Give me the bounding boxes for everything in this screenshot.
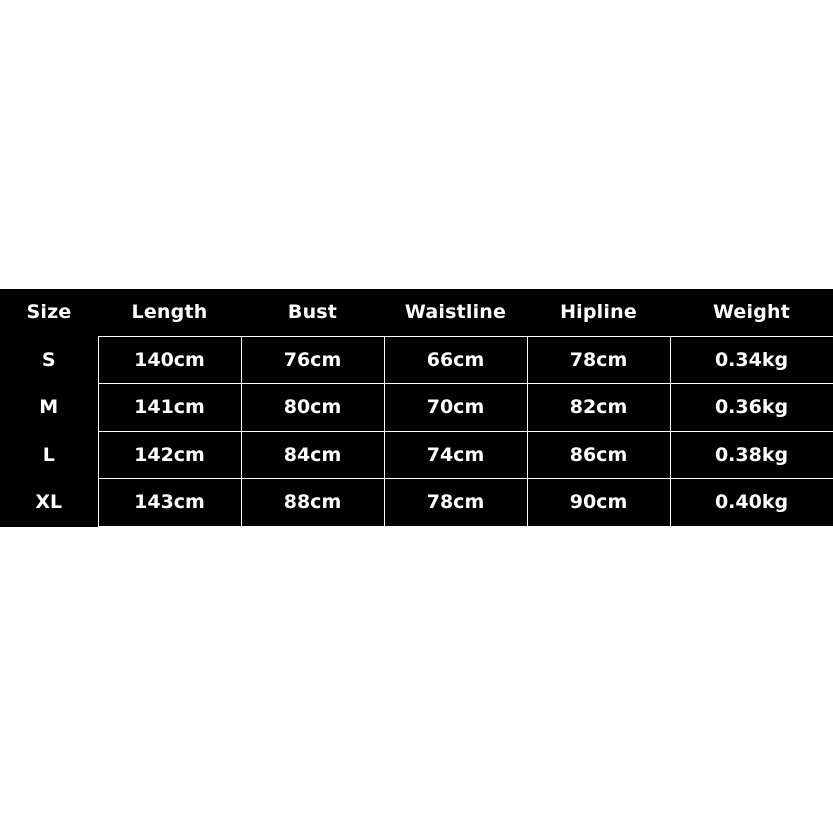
table-row	[0, 431, 833, 479]
cell-hipline: 82cm	[527, 384, 670, 432]
cell-bust: 76cm	[241, 336, 384, 384]
column-header-hipline: Hipline	[527, 289, 670, 336]
cell-weight: 0.34kg	[670, 336, 833, 384]
cell-hipline: 90cm	[527, 479, 670, 527]
table-header-row	[0, 289, 833, 336]
cell-length: 140cm	[98, 336, 241, 384]
cell-bust: 88cm	[241, 479, 384, 527]
column-header-length: Length	[98, 289, 241, 336]
cell-waistline: 66cm	[384, 336, 527, 384]
cell-length: 142cm	[98, 431, 241, 479]
size-chart-panel	[0, 289, 833, 527]
column-header-size: Size	[0, 289, 98, 336]
row-label-size: L	[0, 431, 98, 479]
table-body	[0, 336, 833, 526]
table-row	[0, 479, 833, 527]
cell-waistline: 78cm	[384, 479, 527, 527]
size-chart-table	[0, 289, 833, 527]
table-header	[0, 289, 833, 336]
row-label-size: XL	[0, 479, 98, 527]
cell-length: 141cm	[98, 384, 241, 432]
cell-bust: 80cm	[241, 384, 384, 432]
row-label-size: M	[0, 384, 98, 432]
column-header-weight: Weight	[670, 289, 833, 336]
column-header-bust: Bust	[241, 289, 384, 336]
column-header-waistline: Waistline	[384, 289, 527, 336]
cell-hipline: 78cm	[527, 336, 670, 384]
cell-weight: 0.40kg	[670, 479, 833, 527]
cell-waistline: 70cm	[384, 384, 527, 432]
cell-weight: 0.38kg	[670, 431, 833, 479]
table-row	[0, 336, 833, 384]
cell-hipline: 86cm	[527, 431, 670, 479]
cell-length: 143cm	[98, 479, 241, 527]
row-label-size: S	[0, 336, 98, 384]
cell-waistline: 74cm	[384, 431, 527, 479]
cell-weight: 0.36kg	[670, 384, 833, 432]
table-row	[0, 384, 833, 432]
cell-bust: 84cm	[241, 431, 384, 479]
